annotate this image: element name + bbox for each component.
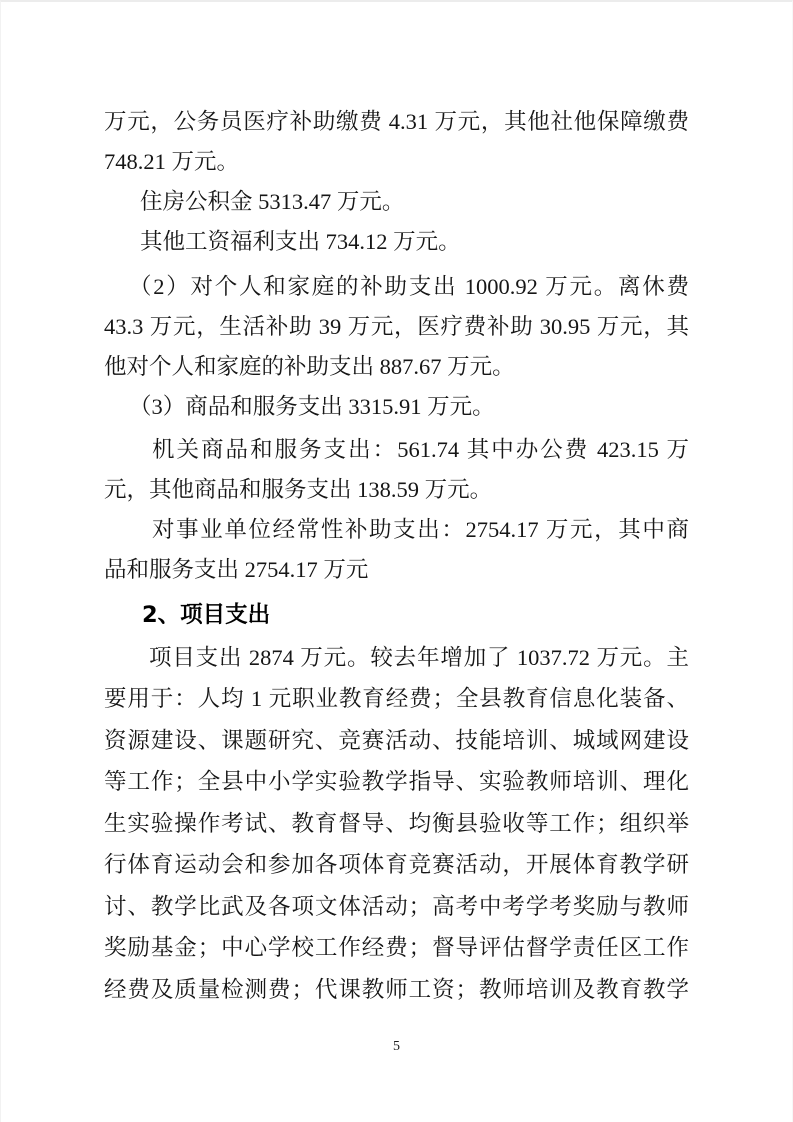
page-body — [104, 102, 689, 1010]
text-line: 等工作；全县中小学实验教学指导、实验教师培训、理化 — [104, 769, 689, 794]
text-line: 元，其他商品和服务支出 138.59 万元。 — [104, 477, 493, 502]
text-line: 748.21 万元。 — [104, 149, 240, 174]
text-line: 43.3 万元，生活补助 39 万元，医疗费补助 30.95 万元，其 — [104, 314, 689, 339]
text-line: （2）对个人和家庭的补助支出 1000.92 万元。离休费 — [129, 274, 689, 299]
text-line: 对事业单位经常性补助支出：2754.17 万元，其中商 — [152, 517, 689, 542]
text-line: 行体育运动会和参加各项体育竞赛活动，开展体育教学研 — [104, 852, 689, 877]
text-line: 万元，公务员医疗补助缴费 4.31 万元，其他社他保障缴费 — [104, 109, 689, 134]
text-line: 品和服务支出 2754.17 万元 — [104, 557, 369, 582]
text-line: 要用于：人均 1 元职业教育经费；全县教育信息化装备、 — [104, 686, 689, 711]
section-heading: 2、项目支出 — [142, 602, 271, 628]
text-line: 项目支出 2874 万元。较去年增加了 1037.72 万元。主 — [149, 645, 689, 670]
text-line: 机关商品和服务支出：561.74 其中办公费 423.15 万 — [152, 437, 689, 462]
text-line: 他对个人和家庭的补助支出 887.67 万元。 — [104, 354, 515, 379]
page-number: 5 — [393, 1039, 400, 1054]
text-line: 资源建设、课题研究、竞赛活动、技能培训、城域网建设 — [104, 727, 689, 753]
text-line: 讨、教学比武及各项文体活动；高考中考学考奖励与教师 — [104, 893, 689, 919]
text-line: 住房公积金 5313.47 万元。 — [140, 189, 405, 214]
text-line: 奖励基金；中心学校工作经费；督导评估督学责任区工作 — [104, 935, 689, 960]
text-line: 其他工资福利支出 734.12 万元。 — [140, 229, 461, 254]
text-line: 生实验操作考试、教育督导、均衡县验收等工作；组织举 — [104, 810, 689, 836]
text-line: 经费及质量检测费；代课教师工资；教师培训及教育教学 — [104, 976, 689, 1002]
text-line: （3）商品和服务支出 3315.91 万元。 — [129, 394, 495, 419]
